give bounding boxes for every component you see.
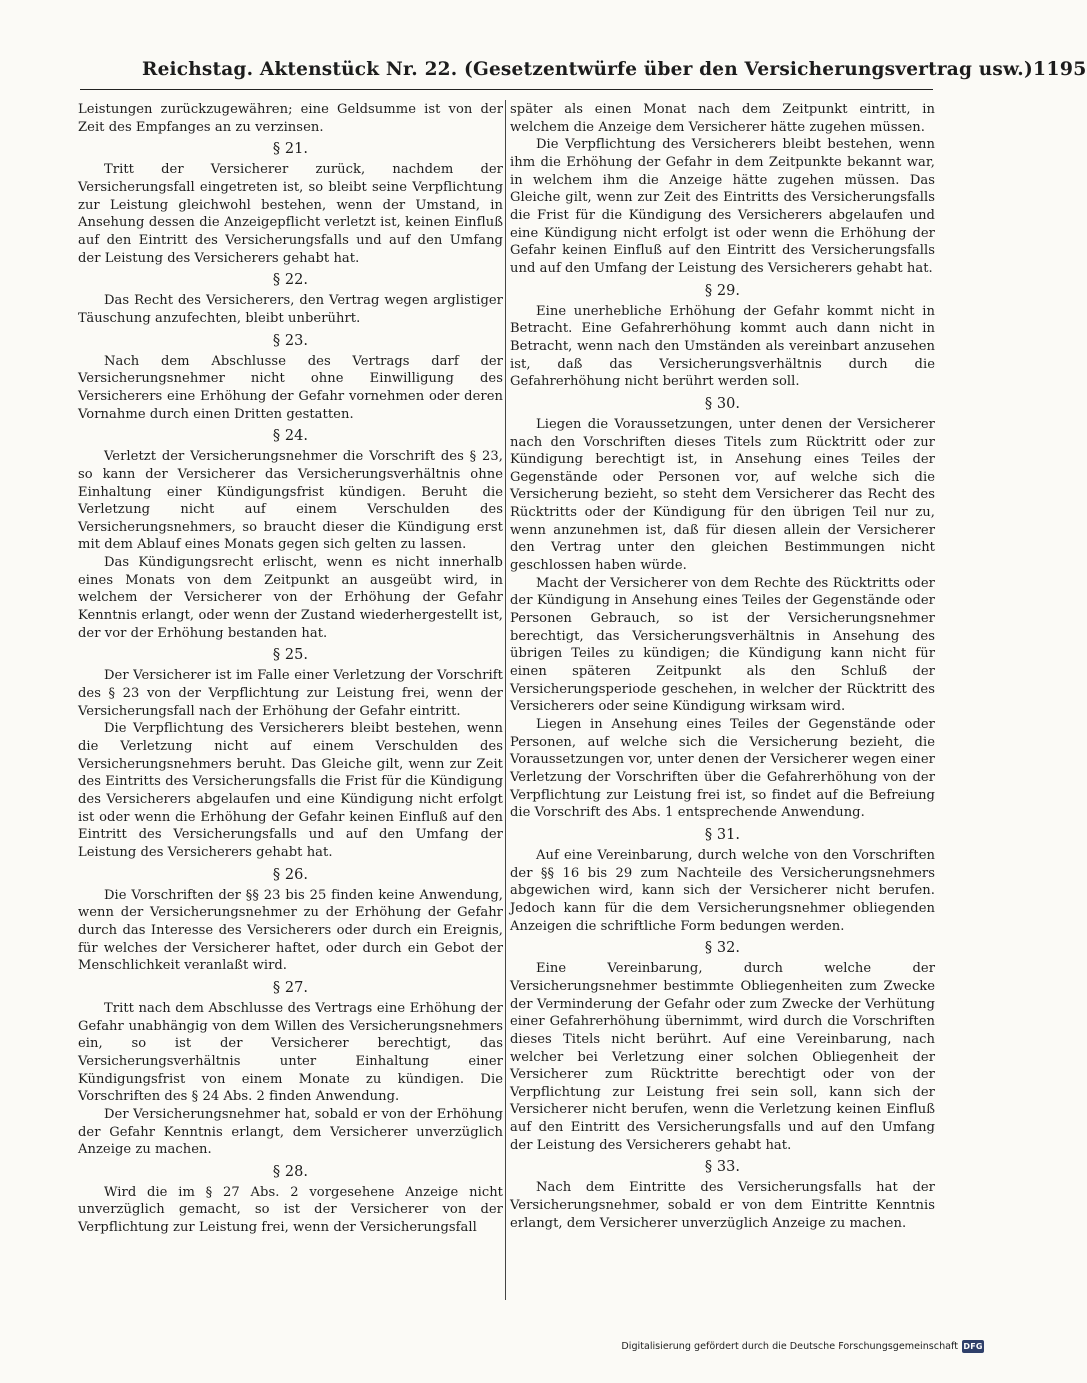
section-heading: § 31. xyxy=(704,826,741,843)
paragraph: Nach dem Eintritte des Versicherungsfalls hat der Versicherungsnehmer, sobald er von dem Eintritte Kenntnis erlangt, dem Versicherer unverzüglich Anzeige zu machen. xyxy=(510,1180,935,1231)
section-heading: § 27. xyxy=(272,979,309,996)
left-column xyxy=(78,101,503,1237)
page-header xyxy=(80,58,1087,90)
section-heading: § 33. xyxy=(704,1159,741,1176)
paragraph: Verletzt der Versicherungsnehmer die Vorschrift des § 23, so kann der Versicherer das Versicherungsverhältnis ohne Einhaltung einer Kündigungsfrist kündigen. Beruht die Verletzung nicht auf einem Verschulden des Versicherungsnehmers, so braucht dieser die Kündigung erst mit dem Ablauf eines Monats gegen sich gelten zu lassen. xyxy=(78,449,503,553)
section-heading: § 21. xyxy=(272,141,309,158)
section-heading: § 30. xyxy=(704,395,741,412)
section-heading: § 32. xyxy=(704,940,741,957)
paragraph: Der Versicherer ist im Falle einer Verletzung der Vorschrift des § 23 von der Verpflichtung zur Leistung frei, wenn der Versicherungsfall nach der Erhöhung der Gefahr eintritt. xyxy=(78,668,503,719)
section-heading: § 26. xyxy=(272,866,309,883)
paragraph: Der Versicherungsnehmer hat, sobald er von der Erhöhung der Gefahr Kenntnis erlangt, dem Versicherer unverzüglich Anzeige zu machen. xyxy=(78,1106,503,1158)
footer-credit: Digitalisierung gefördert durch die Deutsche Forschungsgemeinschaft xyxy=(621,1341,958,1352)
paragraph: Das Recht des Versicherers, den Vertrag wegen arglistiger Täuschung anzufechten, bleibt unberührt. xyxy=(78,293,503,326)
section-heading: § 29. xyxy=(704,282,741,299)
paragraph: Die Vorschriften der §§ 23 bis 25 finden keine Anwendung, wenn der Versicherungsnehmer zu der Erhöhung der Gefahr durch das Interesse des Versicherers oder durch ein Ereignis, für welches der Versicherer haftet, oder durch ein Gebot der Menschlichkeit veranlaßt wird. xyxy=(78,887,503,974)
paragraph: Auf eine Vereinbarung, durch welche von den Vorschriften der §§ 16 bis 29 zum Nachteile des Versicherungsnehmers abgewichen wird, kann sich der Versicherer nicht berufen. Jedoch kann für die dem Versicherungsnehmer obliegenden Anzeigen die schriftliche Form bedungen werden. xyxy=(510,847,935,934)
section-heading: § 24. xyxy=(272,428,309,445)
paragraph: Macht der Versicherer von dem Rechte des Rücktritts oder der Kündigung in Ansehung eines Teiles der Gegenstände oder Personen Gebrauch, so ist der Versicherungsnehmer berechtigt, das Versicherungsverhältnis in Ansehung des übrigen Teiles zu kündigen; die Kündigung kann nicht für einen späteren Zeitpunkt als den Schluß der Versicherungsperiode geschehen, in welcher der Rücktritt des Versicherers oder seine Kündigung wirksam wird. xyxy=(510,575,935,715)
column-divider xyxy=(505,100,506,1300)
dfg-logo-icon: DFG xyxy=(963,1342,983,1351)
paragraph: Die Verpflichtung des Versicherers bleibt bestehen, wenn die Verletzung nicht auf einem Verschulden des Versicherungsnehmers beruht. Das Gleiche gilt, wenn zur Zeit des Eintritts des Versicherungsfalls die Frist für die Kündigung des Versicherers abgelaufen und eine Kündigung nicht erfolgt ist oder wenn die Erhöhung der Gefahr keinen Einfluß auf den Eintritt des Versicherungsfalls und auf den Umfang der Leistung des Versicherers gehabt hat. xyxy=(78,721,503,860)
paragraph: Liegen die Voraussetzungen, unter denen der Versicherer nach den Vorschriften dieses Titels zum Rücktritt oder zur Kündigung berechtigt ist, in Ansehung eines Teiles der Gegenstände oder Personen vor, auf welche sich die Versicherung bezieht, so steht dem Versicherer das Recht des Rücktritts oder der Kündigung für den übrigen Teil nur zu, wenn anzunehmen ist, daß für diesen allein der Versicherer den Vertrag unter den gleichen Bestimmungen nicht geschlossen haben würde. xyxy=(510,416,935,574)
paragraph: Tritt der Versicherer zurück, nachdem der Versicherungsfall eingetreten ist, so bleibt seine Verpflichtung zur Leistung gleichwohl bestehen, wenn der Umstand, in Ansehung dessen die Anzeigepflicht verletzt ist, keinen Einfluß auf den Eintritt des Versicherungsfalls und auf den Umfang der Leistung des Versicherers gehabt hat. xyxy=(78,162,503,266)
right-column xyxy=(510,101,935,1232)
paragraph: später als einen Monat nach dem Zeitpunkt eintritt, in welchem die Anzeige dem Versicherer hätte zugehen müssen. xyxy=(510,102,935,135)
section-heading: § 23. xyxy=(272,332,309,349)
page-number: 1195 xyxy=(1032,58,1087,80)
section-heading: § 25. xyxy=(272,647,309,664)
paragraph: Wird die im § 27 Abs. 2 vorgesehene Anzeige nicht unverzüglich gemacht, so ist der Versicherer von der Verpflichtung zur Leistung frei, wenn der Versicherungsfall xyxy=(78,1184,503,1236)
paragraph: Die Verpflichtung des Versicherers bleibt bestehen, wenn ihm die Erhöhung der Gefahr in dem Zeitpunkte bekannt war, in welchem ihm die Anzeige hätte zugehen müssen. Das Gleiche gilt, wenn zur Zeit des Eintritts des Versicherungsfalls die Frist für die Kündigung des Versicherers abgelaufen und eine Kündigung nicht erfolgt ist oder wenn die Erhöhung der Gefahr keinen Einfluß auf den Eintritt des Versicherungsfalls und auf den Umfang der Leistung des Versicherers gehabt hat. xyxy=(510,137,935,276)
header-rule xyxy=(80,89,933,90)
paragraph: Tritt nach dem Abschlusse des Vertrags eine Erhöhung der Gefahr unabhängig von dem Willen des Versicherungsnehmers ein, so ist der Versicherer berechtigt, das Versicherungsverhältnis unter Einhaltung einer Kündigungsfrist von einem Monate zu kündigen. Die Vorschriften des § 24 Abs. 2 finden Anwendung. xyxy=(78,1000,503,1105)
section-heading: § 28. xyxy=(272,1163,309,1180)
footer xyxy=(621,1340,984,1353)
paragraph: Eine unerhebliche Erhöhung der Gefahr kommt nicht in Betracht. Eine Gefahrerhöhung kommt auch dann nicht in Betracht, wenn nach den Umständen als vereinbart anzusehen ist, daß das Versicherungsverhältnis durch die Gefahrerhöhung nicht berührt werden soll. xyxy=(510,303,935,390)
header-title: Reichstag. Aktenstück Nr. 22. (Gesetzentwürfe über den Versicherungsvertrag usw.) xyxy=(142,59,1033,80)
paragraph: Leistungen zurückzugewähren; eine Geldsumme ist von der Zeit des Empfanges an zu verzinsen. xyxy=(78,102,503,135)
paragraph: Eine Vereinbarung, durch welche der Versicherungsnehmer bestimmte Obliegenheiten zum Zwecke der Verminderung der Gefahr oder zum Zwecke der Verhütung einer Gefahrerhöhung übernimmt, wird durch die Vorschriften dieses Titels nicht berührt. Auf eine Vereinbarung, nach welcher bei Verletzung einer solchen Obliegenheit der Versicherer zum Rücktritte berechtigt oder von der Verpflichtung zur Leistung frei sein soll, kann sich der Versicherer nicht berufen, wenn die Verletzung keinen Einfluß auf den Eintritt des Versicherungsfalls und auf den Umfang der Leistung des Versicherers gehabt hat. xyxy=(510,961,935,1153)
section-heading: § 22. xyxy=(272,272,309,289)
paragraph: Das Kündigungsrecht erlischt, wenn es nicht innerhalb eines Monats von dem Zeitpunkt an ausgeübt wird, in welchem der Versicherer von der Erhöhung der Gefahr Kenntnis erlangt, oder wenn der Zustand wiederhergestellt ist, der vor der Erhöhung bestanden hat. xyxy=(78,555,503,641)
paragraph: Nach dem Abschlusse des Vertrags darf der Versicherungsnehmer nicht ohne Einwilligung des Versicherers eine Erhöhung der Gefahr vornehmen oder deren Vornahme durch einen Dritten gestatten. xyxy=(78,353,503,422)
paragraph: Liegen in Ansehung eines Teiles der Gegenstände oder Personen, auf welche sich die Versicherung bezieht, die Voraussetzungen vor, unter denen der Versicherer wegen einer Verletzung der Vorschriften über die Gefahrerhöhung von der Verpflichtung zur Leistung frei ist, so findet auf die Befreiung die Vorschrift des Abs. 1 entsprechende Anwendung. xyxy=(510,717,935,821)
